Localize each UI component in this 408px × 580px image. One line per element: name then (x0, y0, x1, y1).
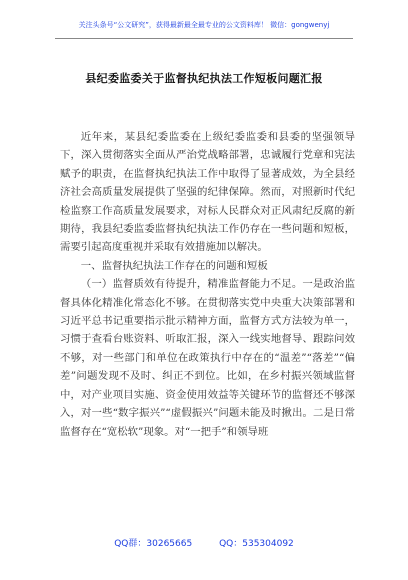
paragraph-intro: 近年来，某县纪委监委在上级纪委监委和县委的坚强领导下，深入贯彻落实全面从严治党战略部署，忠诚履行党章和宪法赋予的职责，在监督执纪执法工作中取得了显著成效，为全县经济社会高质量发展提供了坚强的纪律保障。然而，对照新时代纪检监察工作高质量发展要求，对标人民群众对正风肃纪反腐的新期待，我县纪委监委监督执纪执法工作仍存在一些问题和短板，需要引起高度重视并采取有效措施加以解决。 (60, 131, 355, 254)
header-banner: 关注头条号“公文研究”，获得最新最全最专业的公文资料库！ 微信：gongwenyj (78, 21, 330, 29)
header-divider (55, 38, 353, 39)
section-heading: 一、监督执纪执法工作存在的问题和短板 (80, 259, 268, 272)
footer-qq: QQ：535304092 (219, 539, 294, 549)
footer (0, 536, 408, 549)
document-body (60, 128, 355, 441)
document-title: 县纪委监委关于监督执纪执法工作短板问题汇报 (85, 72, 323, 85)
paragraph-point-1: （一）监督质效有待提升，精准监督能力不足。一是政治监督具体化精准化常态化不够。在贯彻落实党中央重大决策部署和习近平总书记重要指示批示精神方面，监督方式方法较为单一，习惯于查看台账资料、听取汇报，深入一线实地督导、跟踪问效不够，对一些部门和单位在政策执行中存在的“温差”“落差”“偏差”问题发现不及时、纠正不到位。比如，在乡村振兴领域监督中，对产业项目实施、资金使用效益等关键环节的监督还不够深入，对一些“数字振兴”“虚假振兴”问题未能及时揪出。二是日常监督存在“宽松软”现象。对“一把手”和领导班 (60, 278, 355, 438)
footer-qq-group: QQ群：30265665 (114, 539, 193, 549)
